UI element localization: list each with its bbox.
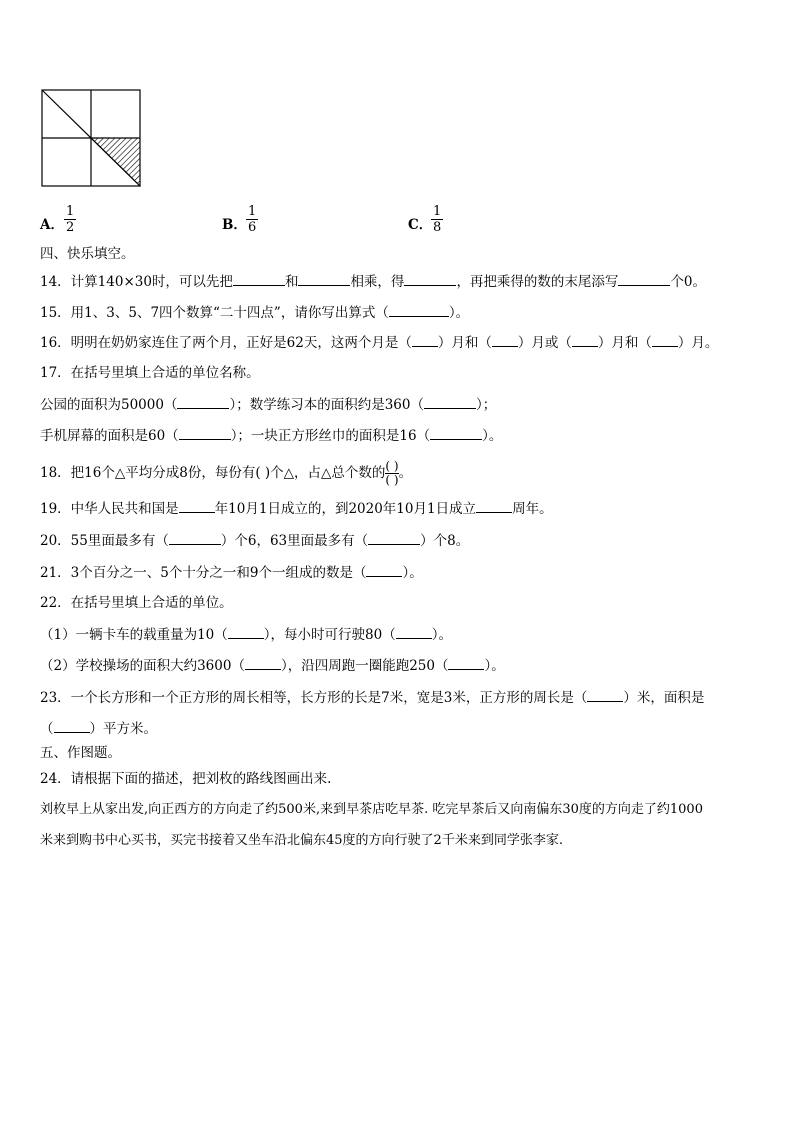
answer-blank[interactable] xyxy=(169,531,221,545)
answer-blank[interactable] xyxy=(448,656,484,670)
answer-blank[interactable] xyxy=(430,426,482,440)
answer-blank[interactable] xyxy=(424,395,476,409)
answer-fraction[interactable]: ( ) ( ) xyxy=(385,459,399,487)
question-20: 20．55里面最多有（ ）个6，63里面最多有（ ）个8。 xyxy=(40,533,470,549)
option-a-label[interactable]: A． xyxy=(40,217,64,233)
question-17-line-2: 手机屏幕的面积是60（ ）；一块正方形丝巾的面积是16（ ）。 xyxy=(40,428,503,444)
answer-blank[interactable] xyxy=(233,272,285,286)
section-4-heading: 四、快乐填空。 xyxy=(40,246,135,262)
answer-blank[interactable] xyxy=(404,272,456,286)
question-22-title: 22．在括号里填上合适的单位。 xyxy=(40,595,233,611)
question-17-line-1: 公园的面积为50000（ ）；数学练习本的面积约是360（ ）； xyxy=(40,397,497,413)
question-24-title: 24．请根据下面的描述，把刘枚的路线图画出来. xyxy=(40,771,332,787)
question-24-text-1: 刘枚早上从家出发,向正西方的方向走了约500米,来到早茶店吃早茶. 吃完早茶后又向南偏东30度的方向走了约1000 xyxy=(40,802,703,817)
question-24-text-2: 米来到购书中心买书，买完书接着又坐车沿北偏东45度的方向行驶了2千米来到同学张李家. xyxy=(40,833,563,848)
question-17-title: 17．在括号里填上合适的单位名称。 xyxy=(40,365,260,381)
answer-blank[interactable] xyxy=(396,625,432,639)
answer-blank[interactable] xyxy=(54,719,90,733)
question-14: 14．计算140×30时，可以先把 和 相乘，得 ，再把乘得的数的末尾添写 个0。 xyxy=(40,274,707,290)
question-15: 15．用1、3、5、7四个数算“二十四点”，请你写出算式（ ）。 xyxy=(40,305,470,321)
answer-blank[interactable] xyxy=(618,272,670,286)
answer-blank[interactable] xyxy=(179,426,231,440)
question-21: 21．3个百分之一、5个十分之一和9个一组成的数是（ ）。 xyxy=(40,565,423,581)
answer-blank[interactable] xyxy=(412,333,438,347)
option-b-label[interactable]: B． xyxy=(222,217,247,233)
option-c-label[interactable]: C． xyxy=(408,217,433,233)
shaded-triangle xyxy=(91,138,140,186)
answer-blank[interactable] xyxy=(366,563,402,577)
question-23-line-2: （ ）平方米。 xyxy=(40,721,157,737)
question-23-line-1: 23．一个长方形和一个正方形的周长相等，长方形的长是7米，宽是3米，正方形的周长是（ ）米，面积是 xyxy=(40,690,705,706)
answer-blank[interactable] xyxy=(179,499,215,513)
section-5-heading: 五、作图题。 xyxy=(40,745,121,761)
option-a-fraction: $\frac{1}{2}$ xyxy=(66,204,75,235)
answer-blank[interactable] xyxy=(652,333,678,347)
answer-blank[interactable] xyxy=(389,303,449,317)
question-16: 16．明明在奶奶家连住了两个月，正好是62天，这两个月是（ ）月和（ ）月或（ ）月和（ ）月。 xyxy=(40,335,719,351)
grid-figure xyxy=(40,88,144,190)
answer-blank[interactable] xyxy=(476,499,512,513)
answer-blank[interactable] xyxy=(245,656,281,670)
answer-blank[interactable] xyxy=(177,395,229,409)
question-22-line-2: （2）学校操场的面积大约3600（ ），沿四周跑一圈能跑250（ ）。 xyxy=(40,658,505,674)
question-19: 19．中华人民共和国是 年10月1日成立的，到2020年10月1日成立 周年。 xyxy=(40,501,553,517)
answer-blank[interactable] xyxy=(298,272,350,286)
option-b-fraction: $\frac{1}{6}$ xyxy=(248,204,257,235)
answer-blank[interactable] xyxy=(587,688,623,702)
answer-blank[interactable] xyxy=(368,531,420,545)
answer-blank[interactable] xyxy=(228,625,264,639)
question-18: 18．把16个△平均分成8份，每份有( )个△，占△总个数的 ( ) ( ) 。 xyxy=(40,459,413,487)
answer-blank[interactable] xyxy=(572,333,598,347)
question-22-line-1: （1）一辆卡车的载重量为10（ ），每小时可行驶80（ ）。 xyxy=(40,627,452,643)
answer-blank[interactable] xyxy=(492,333,518,347)
option-c-fraction: $\frac{1}{8}$ xyxy=(433,204,442,235)
